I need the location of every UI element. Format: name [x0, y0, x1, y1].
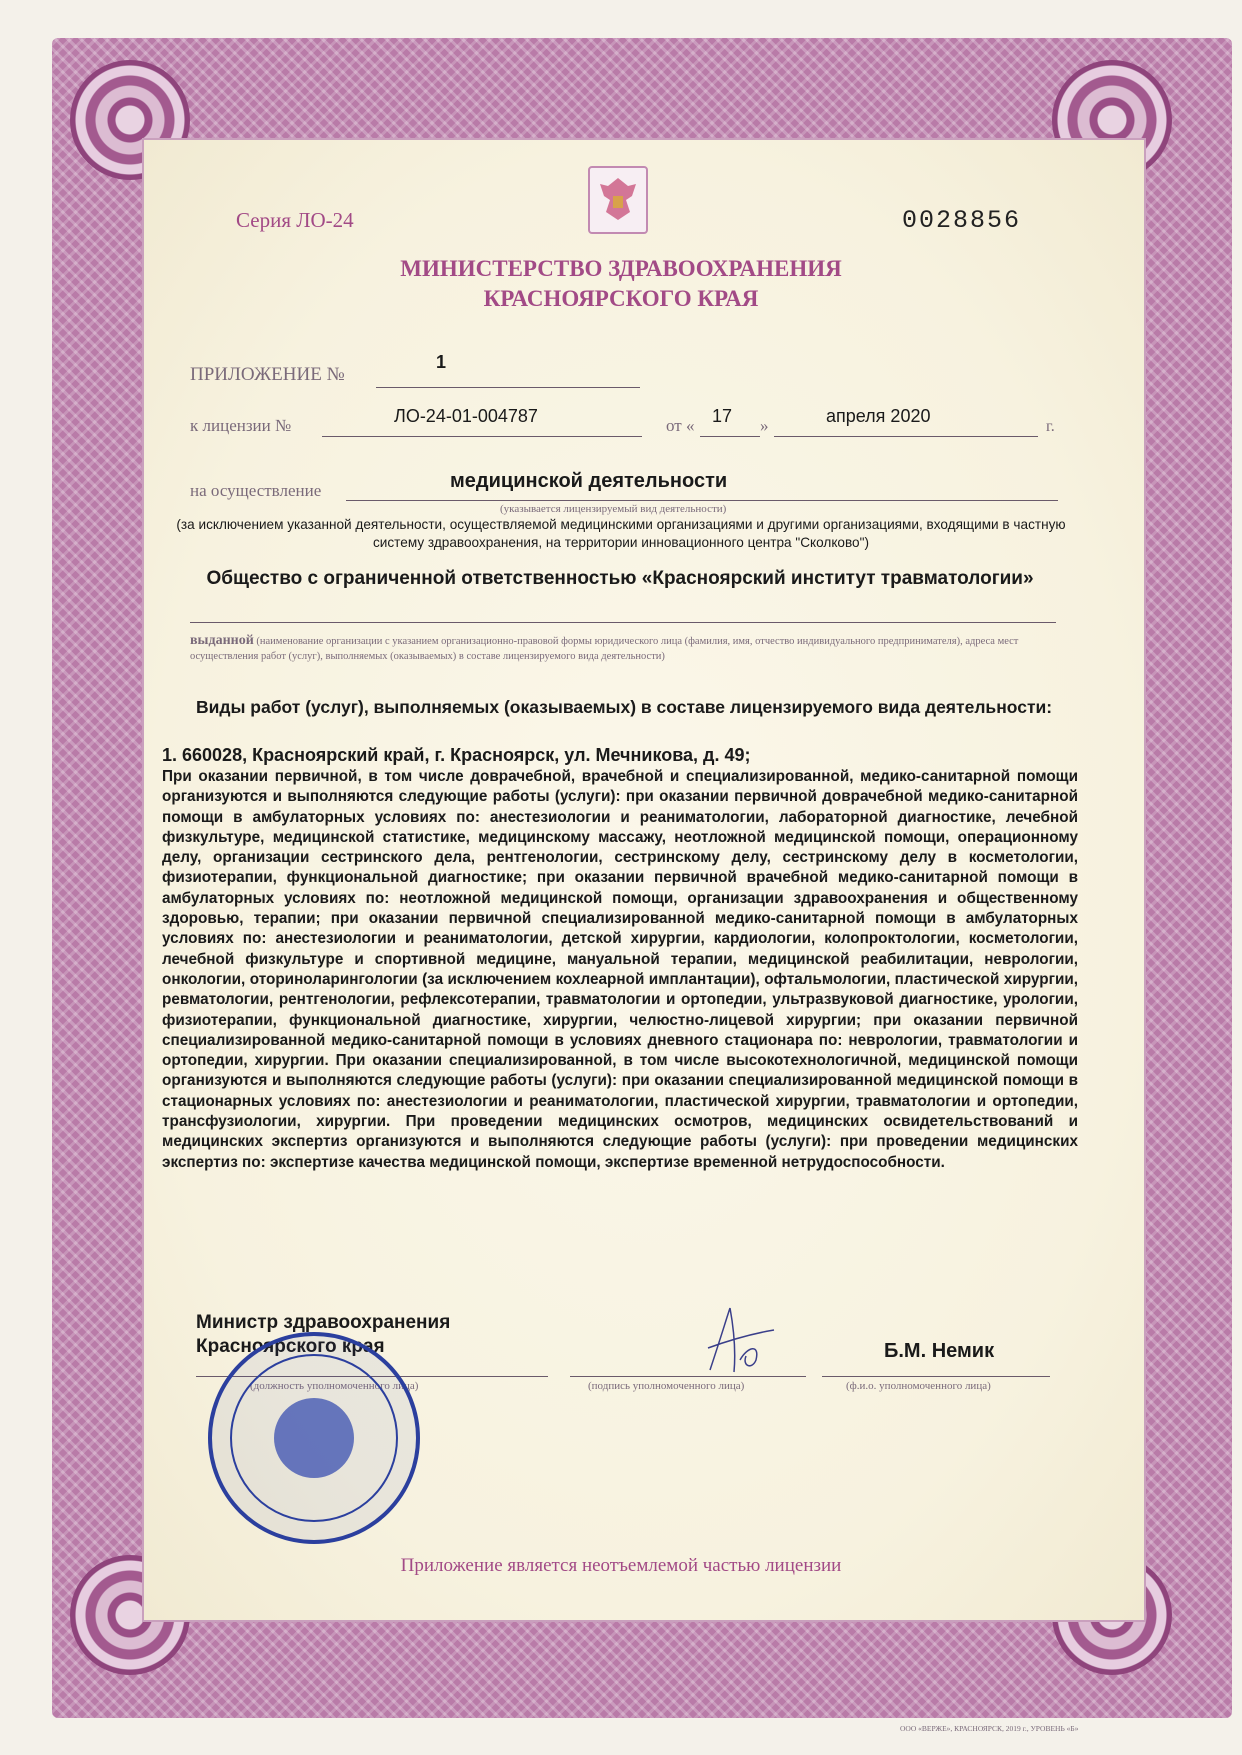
license-underline	[322, 436, 642, 437]
works-description: При оказании первичной, в том числе доврачебной, врачебной и специализированной, медико-санитарной помощи организуются и выполняются следующие работы (услуги): при оказании первичной доврачебной медико-санитарной помощи в амбулаторных условиях по: анестезиологии и реаниматологии, лабораторной диагностике, лечебной физкультуре, медицинской статистике, медицинскому массажу, неотложной медицинской помощи, операционному делу, организации сестринского дела, рентгенологии, сестринскому делу, сестринскому делу в косметологии, физиотерапии, функциональной диагностике; при оказании первичной врачебной медико-санитарной помощи в амбулаторных условиях по: неотложной медицинской помощи, организации здравоохранения и общественному здоровью, терапии; при оказании первичной специализированной медико-санитарной помощи в амбулаторных условиях по: анестезиологии и реаниматологии, детской хирургии, кардиологии, колопроктологии, косметологии, лечебной физкультуре и спортивной медицине, мануальной терапии, медицинской реабилитации, неврологии, онкологии, оториноларингологии (за исключением кохлеарной имплантации), офтальмологии, пластической хирургии, ревматологии, рентгенологии, рефлексотерапии, травматологии и ортопедии, ультразвуковой диагностике, урологии, физиотерапии, функциональной диагностике, хирургии, челюстно-лицевой хирургии; при оказании первичной специализированной медико-санитарной помощи в условиях дневного стационара по: неврологии, травматологии и ортопедии, хирургии. При оказании специализированной, в том числе высокотехнологичной, медицинской помощи организуются и выполняются следующие работы (услуги): при оказании специализированной медицинской помощи в стационарных условиях по: анестезиологии и реаниматологии, пластической хирургии, травматологии и ортопедии, трансфузиологии, хирургии. При проведении медицинских осмотров, медицинских освидетельствований и медицинских экспертиз организуются и выполняются следующие работы (услуги): при проведении медицинских экспертиз по: экспертизе качества медицинской помощи, экспертизе временной нетрудоспособности.	[162, 768, 1078, 1171]
day-underline	[700, 436, 760, 437]
official-seal-stamp	[208, 1332, 420, 1544]
works-address: 1. 660028, Красноярский край, г. Красноярск, ул. Мечникова, д. 49;	[162, 745, 751, 765]
organization-underline	[190, 622, 1056, 623]
license-number: ЛО-24-01-004787	[394, 406, 538, 426]
works-heading: Виды работ (услуг), выполняемых (оказываемых) в составе лицензируемого вида деятельности:	[196, 697, 1053, 717]
issued-label: выданной	[190, 633, 254, 648]
license-month-year: апреля 2020	[826, 406, 931, 426]
activity-note: (за исключением указанной деятельности, осуществляемой медицинскими организациями и другими организациями, входящими в частную систему здравоохранения, на территории инновационного центра "Сколково")	[176, 517, 1066, 550]
ministry-title-line2: КРАСНОЯРСКОГО КРАЯ	[483, 286, 759, 311]
signer-position-line1: Министр здравоохранения	[196, 1312, 451, 1333]
license-day: 17	[712, 406, 733, 426]
issued-hint: (наименование организации с указанием организационно-правовой формы юридического лица (фамилия, имя, отчество индивидуального предпринимателя), адреса мест осуществления работ (услуг), выполняемых (оказываемых) в составе лицензируемого вида деятельности)	[190, 636, 1019, 662]
print-mark: ООО «ВЕРЖЕ», КРАСНОЯРСК, 2019 г., УРОВЕНЬ «Б»	[900, 1724, 1079, 1733]
date-underline	[774, 436, 1038, 437]
year-suffix: г.	[1046, 418, 1055, 435]
eagle-icon	[590, 168, 646, 232]
activity-value: медицинской деятельности	[450, 470, 728, 492]
signature-hint: (подпись уполномоченного лица)	[588, 1380, 745, 1392]
appendix-number: 1	[436, 352, 447, 372]
organization-hint	[190, 633, 1060, 664]
activity-label: на осуществление	[190, 481, 322, 500]
ministry-title-line1: МИНИСТЕРСТВО ЗДРАВООХРАНЕНИЯ	[400, 256, 842, 281]
signature-underline	[570, 1376, 806, 1377]
name-hint: (ф.и.о. уполномоченного лица)	[846, 1380, 991, 1392]
signer-position-line2: Красноярского края	[196, 1336, 385, 1357]
position-hint: (должность уполномоченного лица)	[250, 1380, 419, 1392]
footer-text: Приложение является неотъемлемой частью лицензии	[400, 1555, 842, 1576]
coat-of-arms-emblem	[588, 166, 648, 234]
activity-underline	[346, 500, 1058, 501]
appendix-label: ПРИЛОЖЕНИЕ №	[190, 364, 345, 385]
appendix-underline	[376, 387, 640, 388]
seal-coat-of-arms-icon	[274, 1398, 354, 1478]
from-label: от «	[666, 416, 695, 435]
handwritten-signature	[690, 1300, 780, 1380]
form-number: 0028856	[902, 206, 1022, 235]
activity-hint: (указывается лицензируемый вид деятельности)	[500, 503, 727, 515]
quote-close: »	[760, 416, 769, 435]
organization-name: Общество с ограниченной ответственностью «Красноярский институт травматологии»	[206, 568, 1034, 589]
name-underline	[822, 1376, 1050, 1377]
license-label: к лицензии №	[190, 416, 292, 435]
signer-name: Б.М. Немик	[884, 1340, 995, 1362]
series-label: Серия ЛО-24	[236, 208, 354, 232]
